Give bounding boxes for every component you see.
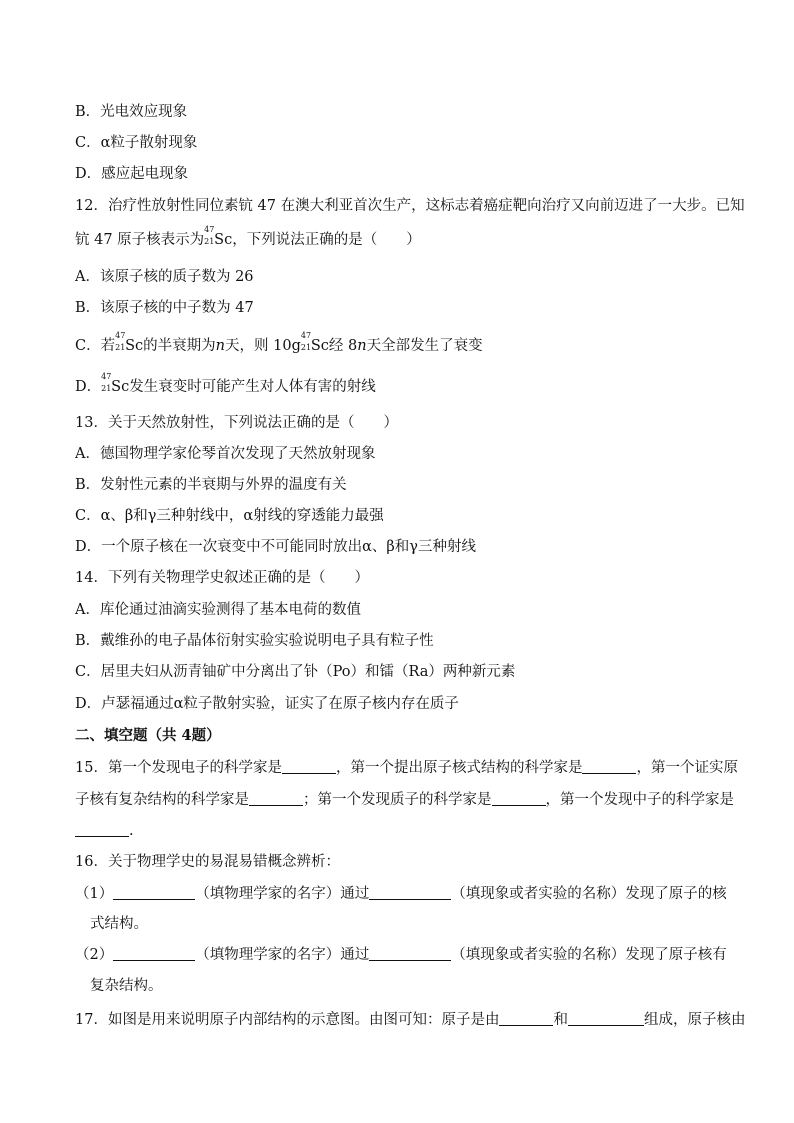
q14-option-d: D．卢瑟福通过α粒子散射实验，证实了在原子核内存在质子 xyxy=(75,696,459,712)
answer-blank[interactable] xyxy=(282,759,336,774)
answer-blank[interactable] xyxy=(113,885,195,900)
question-12-stem: 12．治疗性放射性同位素钪 47 在澳大利亚首次生产，这标志着癌症靶向治疗又向前迈进了一大步。已知 xyxy=(75,198,745,214)
q12-option-d: D． 47 21 Sc发生衰变时可能产生对人体有害的射线 xyxy=(75,372,376,395)
question-13-stem: 13．关于天然放射性，下列说法正确的是（ ） xyxy=(75,415,398,431)
answer-blank[interactable] xyxy=(492,791,546,806)
q13-option-a: A．德国物理学家伦琴首次发现了天然放射现象 xyxy=(75,446,376,462)
option-c: C．α粒子散射现象 xyxy=(75,135,198,151)
answer-blank[interactable] xyxy=(582,759,636,774)
q12-option-a: A．该原子核的质子数为 26 xyxy=(75,269,254,285)
nuclide-symbol: 47 21 Sc xyxy=(300,331,329,354)
answer-blank[interactable] xyxy=(75,822,129,837)
answer-blank[interactable] xyxy=(113,946,195,961)
q16-item-2-cont: 复杂结构。 xyxy=(90,978,163,994)
q16-item-1: （1） （填物理学家的名字）通过 （填现象或者实验的名称）发现了原子的核 xyxy=(75,886,727,902)
q13-option-d: D．一个原子核在一次衰变中不可能同时放出α、β和γ三种射线 xyxy=(75,539,476,555)
question-15-line3: . xyxy=(75,821,134,841)
section-heading: 二、填空题（共 4题） xyxy=(75,727,221,744)
answer-blank[interactable] xyxy=(499,1011,553,1026)
q12-option-c: C．若 47 21 Sc的半衰期为n天，则 10g 47 21 Sc经 8n天全部发生了衰变 xyxy=(75,331,483,354)
question-15-line1: 15．第一个发现电子的科学家是 ，第一个提出原子核式结构的科学家是 ，第一个证实原 xyxy=(75,760,738,776)
q14-option-c: C．居里夫妇从沥青铀矿中分离出了钋（Po）和镭（Ra）两种新元素 xyxy=(75,664,516,680)
q12-option-b: B．该原子核的中子数为 47 xyxy=(75,300,254,316)
q13-option-c: C．α、β和γ三种射线中，α射线的穿透能力最强 xyxy=(75,508,384,524)
q16-item-2: （2） （填物理学家的名字）通过 （填现象或者实验的名称）发现了原子核有 xyxy=(75,947,727,963)
q14-option-a: A．库伦通过油滴实验测得了基本电荷的数值 xyxy=(75,602,361,618)
answer-blank[interactable] xyxy=(568,1011,644,1026)
option-d: D．感应起电现象 xyxy=(75,166,189,182)
nuclide-symbol: 47 21 Sc xyxy=(101,372,130,395)
nuclide-symbol: 47 21 Sc xyxy=(115,331,144,354)
answer-blank[interactable] xyxy=(249,791,303,806)
q14-option-b: B．戴维孙的电子晶体衍射实验实验说明电子具有粒子性 xyxy=(75,633,434,649)
question-15-line2: 子核有复杂结构的科学家是 ；第一个发现质子的科学家是 ，第一个发现中子的科学家是 xyxy=(75,792,734,808)
nuclide-symbol: 47 21 Sc xyxy=(204,225,233,248)
question-12-stem-cont: 钪 47 原子核表示为 47 21 Sc，下列说法正确的是（ ） xyxy=(75,225,421,248)
q16-item-1-cont: 式结构。 xyxy=(90,916,148,932)
answer-blank[interactable] xyxy=(369,946,451,961)
question-17-stem: 17．如图是用来说明原子内部结构的示意图。由图可知：原子是由 和 组成，原子核由 xyxy=(75,1012,746,1028)
answer-blank[interactable] xyxy=(369,885,451,900)
question-14-stem: 14．下列有关物理学史叙述正确的是（ ） xyxy=(75,570,369,586)
question-16-stem: 16．关于物理学史的易混易错概念辨析： xyxy=(75,854,340,870)
q13-option-b: B．发射性元素的半衰期与外界的温度有关 xyxy=(75,477,347,493)
option-b: B．光电效应现象 xyxy=(75,104,188,120)
